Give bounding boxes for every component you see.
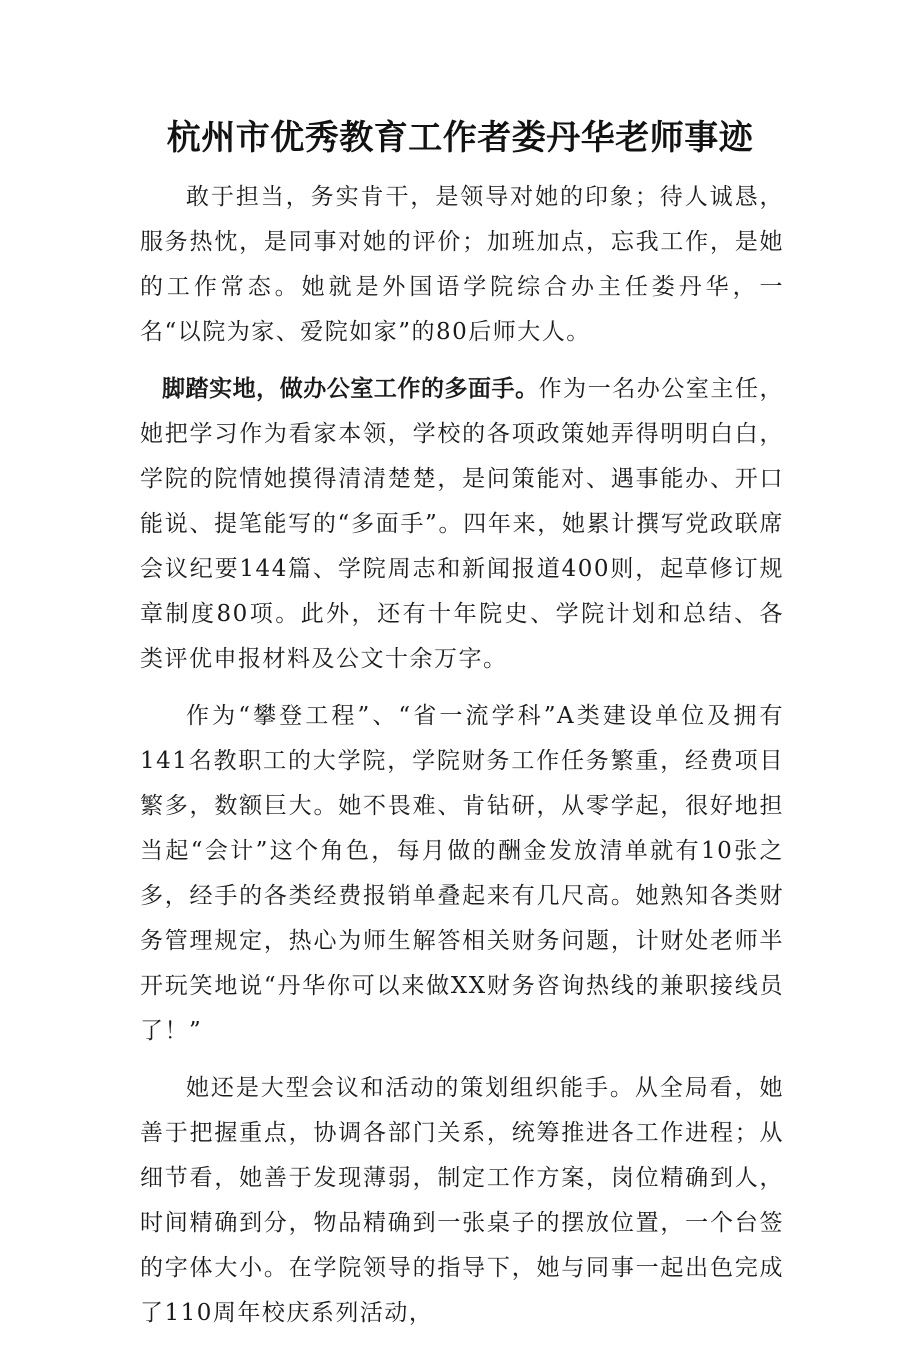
paragraph-intro [140, 175, 784, 355]
paragraph-events [140, 1066, 784, 1336]
paragraph-text: 作为“攀登工程”、“省一流学科”A类建设单位及拥有141名教职工的大学院，学院财务工作任务繁重，经费项目繁多，数额巨大。她不畏难、肯钻研，从零学起，很好地担当起“会计”这个角色，每月做的酬金发放清单就有10张之多，经手的各类经费报销单叠起来有几尺高。她熟知各类财务管理规定，热心为师生解答相关财务问题，计财处老师半开玩笑地说“丹华你可以来做XX财务咨询热线的兼职接线员了！” [140, 703, 784, 1044]
paragraph-text: 敢于担当，务实肯干，是领导对她的印象；待人诚恳，服务热忱，是同事对她的评价；加班加点，忘我工作，是她的工作常态。她就是外国语学院综合办主任娄丹华，一名“以院为家、爱院如家”的80后师大人。 [140, 184, 784, 345]
paragraph-finance [140, 694, 784, 1054]
paragraph-office-work [140, 367, 784, 682]
paragraph-text: 作为一名办公室主任，她把学习作为看家本领，学校的各项政策她弄得明明白白，学院的院情她摸得清清楚楚，是问策能对、遇事能办、开口能说、提笔能写的“多面手”。四年来，她累计撰写党政联席会议纪要144篇、学院周志和新闻报道400则，起草修订规章制度80项。此外，还有十年院史、学院计划和总结、各类评优申报材料及公文十余万字。 [140, 376, 785, 672]
document-body [140, 175, 784, 1348]
document-title: 杭州市优秀教育工作者娄丹华老师事迹 [166, 118, 754, 158]
paragraph-lead-heading: 脚踏实地，做办公室工作的多面手。 [162, 376, 539, 402]
paragraph-text: 她还是大型会议和活动的策划组织能手。从全局看，她善于把握重点，协调各部门关系，统筹推进各工作进程；从细节看，她善于发现薄弱，制定工作方案，岗位精确到人，时间精确到分，物品精确到一张桌子的摆放位置，一个台签的字体大小。在学院领导的指导下，她与同事一起出色完成了110周年校庆系列活动， [140, 1075, 784, 1326]
